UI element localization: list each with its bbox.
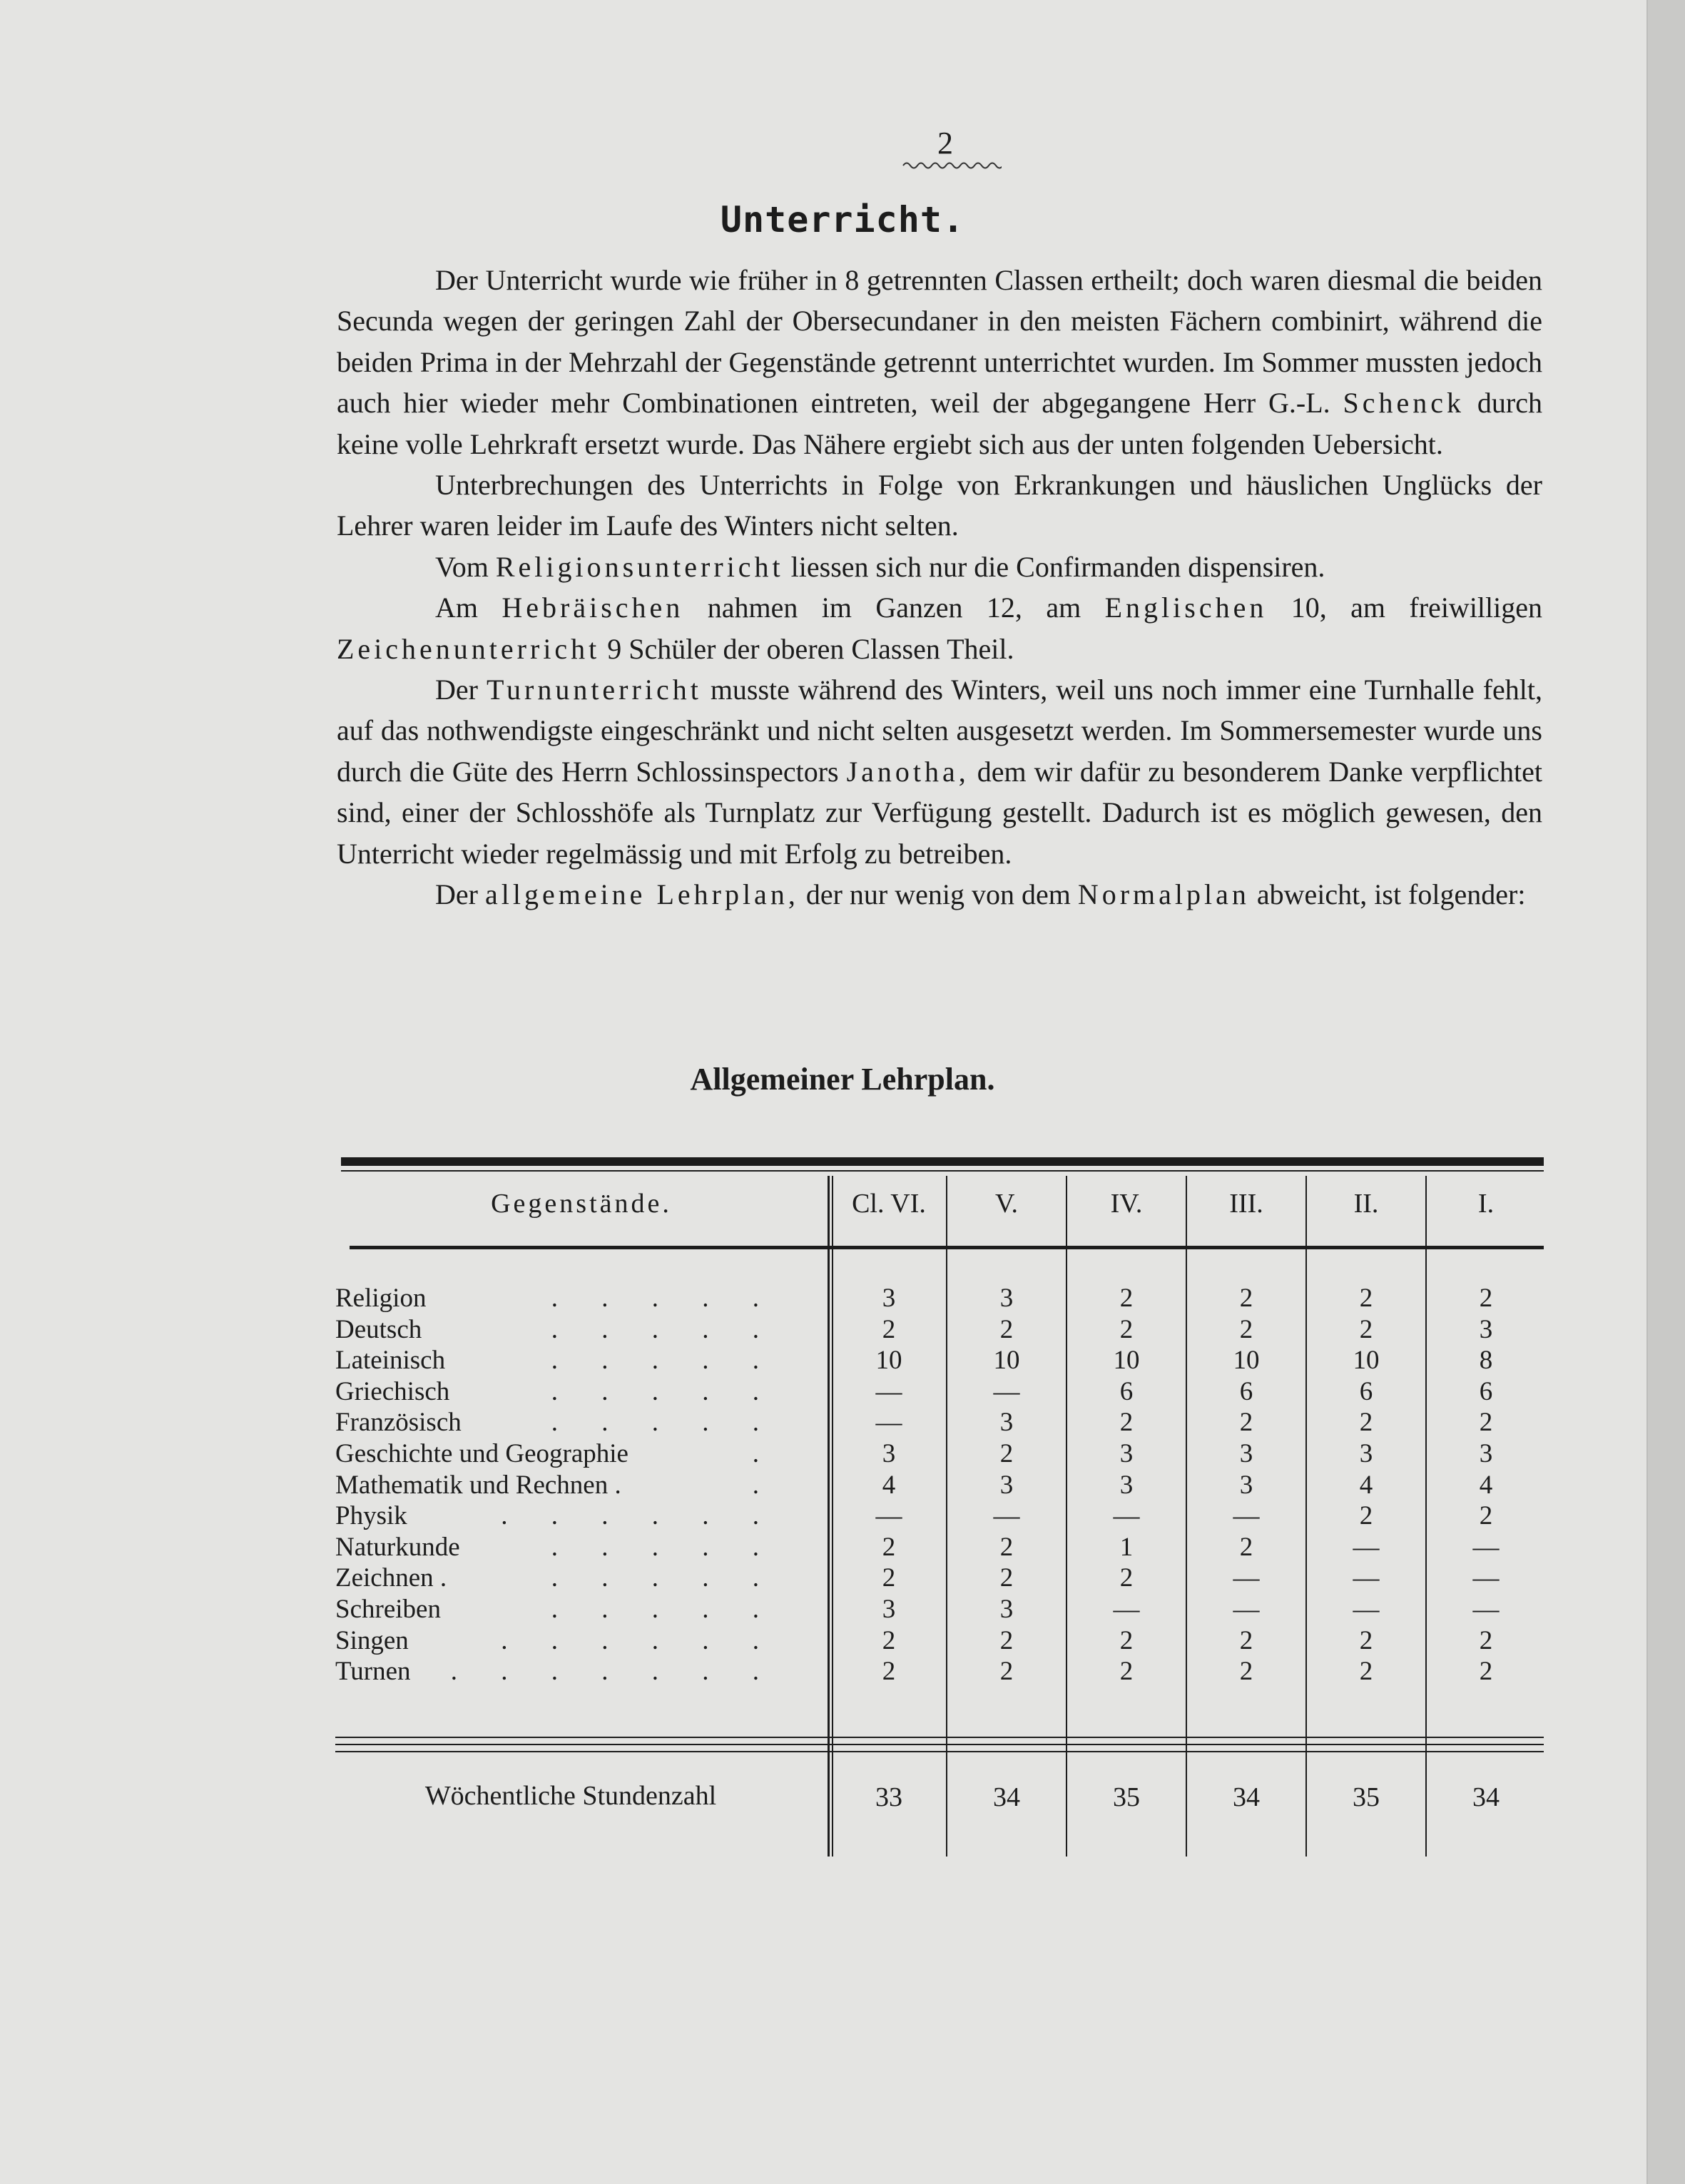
row-value: — [875, 1501, 902, 1530]
name-schenck: Schenck [1343, 387, 1465, 420]
paragraph-3-b: liessen sich nur die Confirmanden dispensiren. [790, 550, 1325, 583]
paragraph-4-a: Am [435, 591, 478, 624]
row-leader-dots: . . . . . [551, 1563, 778, 1593]
row-value: 2 [1239, 1408, 1253, 1437]
term-englischen: Englischen [1104, 591, 1268, 624]
paragraph-3-a: Vom [435, 550, 489, 583]
header-class-ii: II. [1353, 1189, 1379, 1219]
row-value: 3 [882, 1284, 896, 1313]
row-value: 2 [1119, 1657, 1134, 1686]
body-text [337, 260, 1542, 915]
row-leader-dots: . [752, 1471, 778, 1500]
total-class-i: 34 [1472, 1782, 1500, 1812]
row-leader-dots: . . . . . [551, 1346, 778, 1375]
row-value: 2 [1119, 1284, 1134, 1313]
row-value: 10 [875, 1346, 902, 1375]
row-value: 2 [999, 1439, 1014, 1468]
header-class-iii: III. [1229, 1189, 1263, 1219]
total-label: Wöchentliche Stundenzahl [424, 1781, 717, 1811]
row-leader-dots: . . . . . [551, 1315, 778, 1344]
table-footer-rule-1 [335, 1737, 1544, 1738]
paragraph-5 [337, 669, 1542, 874]
table-top-rule-thin [341, 1170, 1544, 1172]
paragraph-4-b: nahmen im Ganzen 12, am [707, 591, 1081, 624]
row-value: 2 [1479, 1284, 1493, 1313]
row-value: 2 [1359, 1284, 1373, 1313]
row-value: 2 [1359, 1626, 1373, 1655]
row-subject: Turnen [335, 1657, 411, 1686]
paragraph-6-b: der nur wenig von dem [805, 878, 1071, 911]
row-value: 3 [999, 1471, 1014, 1500]
ornament-squiggle [902, 160, 1002, 171]
row-value: 2 [882, 1533, 896, 1562]
row-value: 2 [1359, 1315, 1373, 1344]
paragraph-5-b: musste während des Winters, weil uns noch immer eine Turnhalle fehlt, auf das nothwendigste eingeschränkt und nicht selten ausgesetzt werden. Im Sommersemester wurde uns durch die Güte des Herrn Schlossinspectors [337, 674, 1543, 788]
row-value: 2 [1239, 1533, 1253, 1562]
row-value: — [1472, 1563, 1500, 1593]
row-value: 2 [1239, 1315, 1253, 1344]
paragraph-5-c: dem wir dafür zu besonderem Danke verpflichtet sind, einer der Schlosshöfe als Turnplatz zur Verfügung gestellt. Dadurch ist es möglich gewesen, den Unterricht wieder regelmässig und mit Erfolg zu betreiben. [337, 755, 1542, 870]
total-class-iii: 34 [1233, 1782, 1260, 1812]
row-value: 10 [1113, 1346, 1140, 1375]
header-class-iv: IV. [1110, 1189, 1143, 1219]
row-value: — [1233, 1595, 1260, 1624]
header-class-v: V. [994, 1189, 1019, 1219]
term-allgemeine-lehrplan: allgemeine Lehrplan, [484, 878, 799, 911]
row-value: — [1113, 1501, 1140, 1530]
row-value: — [1472, 1533, 1500, 1562]
row-value: — [1353, 1533, 1380, 1562]
paragraph-2: Unterbrechungen des Unterrichts in Folge von Erkrankungen und häuslichen Unglücks der Lehrer waren leider im Laufe des Winters nicht selten. [337, 469, 1542, 542]
table-footer-rule-3 [335, 1751, 1544, 1752]
term-zeichenunterricht: Zeichenunterricht [337, 632, 601, 665]
row-value: — [875, 1377, 902, 1406]
row-value: — [993, 1377, 1020, 1406]
table-top-rule [341, 1157, 1544, 1166]
row-value: 1 [1119, 1533, 1134, 1562]
row-value: 2 [1119, 1626, 1134, 1655]
row-subject: Schreiben [335, 1595, 441, 1624]
row-subject: Religion [335, 1284, 427, 1313]
row-value: 3 [1239, 1439, 1253, 1468]
row-value: — [993, 1501, 1020, 1530]
row-leader-dots: . . . . . . [501, 1501, 778, 1530]
row-value: 2 [999, 1563, 1014, 1593]
row-value: 2 [1119, 1408, 1134, 1437]
row-value: 10 [993, 1346, 1020, 1375]
row-value: 2 [1479, 1408, 1493, 1437]
total-class-ii: 35 [1353, 1782, 1380, 1812]
header-class-vi: Cl. VI. [852, 1189, 926, 1219]
row-subject: Zeichnen . [335, 1563, 447, 1593]
row-value: 2 [1479, 1501, 1493, 1530]
term-religionsunterricht: Religionsunterricht [495, 550, 784, 583]
paragraph-1-rest: durch keine volle Lehrkraft ersetzt wurde. Das Nähere ergiebt sich aus der unten folgenden Uebersicht. [337, 387, 1542, 460]
row-subject: Deutsch [335, 1315, 422, 1344]
paragraph-4-d: 9 Schüler der oberen Classen Theil. [607, 632, 1014, 665]
row-leader-dots: . . . . . . . [450, 1657, 778, 1686]
row-leader-dots: . . . . . [551, 1377, 778, 1406]
row-value: 2 [1359, 1501, 1373, 1530]
row-subject: Französisch [335, 1408, 462, 1437]
row-value: 3 [999, 1284, 1014, 1313]
row-subject: Singen [335, 1626, 409, 1655]
total-class-iv: 35 [1113, 1782, 1140, 1812]
row-value: 2 [999, 1533, 1014, 1562]
row-subject: Physik [335, 1501, 407, 1530]
row-value: 2 [1239, 1284, 1253, 1313]
row-value: 3 [1119, 1439, 1134, 1468]
name-janotha: Janotha, [846, 755, 969, 788]
row-value: 2 [999, 1626, 1014, 1655]
row-value: 3 [999, 1408, 1014, 1437]
row-value: 2 [882, 1626, 896, 1655]
row-subject: Mathematik und Rechnen . [335, 1471, 621, 1500]
row-value: — [1353, 1563, 1380, 1593]
row-subject: Lateinisch [335, 1346, 446, 1375]
row-value: 2 [1119, 1563, 1134, 1593]
page-number: 2 [937, 126, 953, 161]
row-value: — [1233, 1563, 1260, 1593]
row-value: — [1113, 1595, 1140, 1624]
paragraph-6-c: abweicht, ist folgender: [1256, 878, 1526, 911]
term-hebraeischen: Hebräischen [502, 591, 684, 624]
row-value: 6 [1479, 1377, 1493, 1406]
paragraph-6-a: Der [435, 878, 478, 911]
row-value: 4 [882, 1471, 896, 1500]
row-value: 6 [1359, 1377, 1373, 1406]
row-value: 3 [1239, 1471, 1253, 1500]
row-value: 2 [999, 1315, 1014, 1344]
paragraph-5-a: Der [435, 674, 478, 706]
table-title: Allgemeiner Lehrplan. [690, 1062, 995, 1097]
row-subject: Naturkunde [335, 1533, 460, 1562]
total-class-v: 34 [993, 1782, 1020, 1812]
row-leader-dots: . . . . . [551, 1595, 778, 1624]
row-value: 3 [1479, 1315, 1493, 1344]
total-class-vi: 33 [875, 1782, 902, 1812]
row-subject: Griechisch [335, 1377, 450, 1406]
row-value: — [1353, 1595, 1380, 1624]
row-value: — [1233, 1501, 1260, 1530]
row-value: 2 [1359, 1657, 1373, 1686]
row-value: 3 [882, 1595, 896, 1624]
paragraph-6 [337, 874, 1542, 915]
row-value: 2 [1359, 1408, 1373, 1437]
row-value: 2 [1239, 1657, 1253, 1686]
row-value: 2 [882, 1563, 896, 1593]
row-value: 10 [1353, 1346, 1380, 1375]
row-value: 6 [1239, 1377, 1253, 1406]
term-turnunterricht: Turnunterricht [486, 674, 702, 706]
paragraph-1 [337, 260, 1542, 464]
paragraph-3 [337, 547, 1542, 587]
row-leader-dots: . . . . . [551, 1284, 778, 1313]
row-value: 2 [882, 1657, 896, 1686]
table-footer-rule-2 [335, 1744, 1544, 1745]
header-subjects: Gegenstände. [491, 1189, 672, 1219]
paragraph-1-text: Der Unterricht wurde wie früher in 8 getrennten Classen ertheilt; doch waren diesmal die beiden Secunda wegen der geringen Zahl der Obersecundaner in den meisten Fächern combinirt, während die beiden Prima in der Mehrzahl der Gegenstände getrennt unterrichtet wurden. Im Sommer mussten jedoch auch hier wieder mehr Combinationen eintreten, weil der abgegangene Herr G.-L. [337, 264, 1542, 420]
row-leader-dots: . . . . . [551, 1408, 778, 1437]
row-value: 6 [1119, 1377, 1134, 1406]
row-value: 4 [1479, 1471, 1493, 1500]
row-value: 3 [1479, 1439, 1493, 1468]
row-value: 2 [882, 1315, 896, 1344]
row-value: 2 [1119, 1315, 1134, 1344]
row-value: 3 [999, 1595, 1014, 1624]
term-normalplan: Normalplan [1077, 878, 1250, 911]
row-value: 2 [1479, 1657, 1493, 1686]
row-leader-dots: . [752, 1439, 778, 1468]
row-value: 4 [1359, 1471, 1373, 1500]
row-value: 3 [1119, 1471, 1134, 1500]
section-title: Unterricht. [720, 199, 965, 240]
paragraph-4-c: 10, am freiwilligen [1291, 591, 1543, 624]
row-value: — [875, 1408, 902, 1437]
row-subject: Geschichte und Geographie [335, 1439, 628, 1468]
row-value: 3 [1359, 1439, 1373, 1468]
row-value: 2 [1479, 1626, 1493, 1655]
row-value: 2 [1239, 1626, 1253, 1655]
header-class-i: I. [1477, 1189, 1495, 1219]
row-value: 8 [1479, 1346, 1493, 1375]
row-leader-dots: . . . . . . [501, 1626, 778, 1655]
row-leader-dots: . . . . . [551, 1533, 778, 1562]
row-value: 10 [1233, 1346, 1260, 1375]
column-divider-1 [828, 1176, 830, 1857]
paragraph-4 [337, 587, 1542, 669]
row-value: 2 [999, 1657, 1014, 1686]
row-value: 3 [882, 1439, 896, 1468]
row-value: — [1472, 1595, 1500, 1624]
